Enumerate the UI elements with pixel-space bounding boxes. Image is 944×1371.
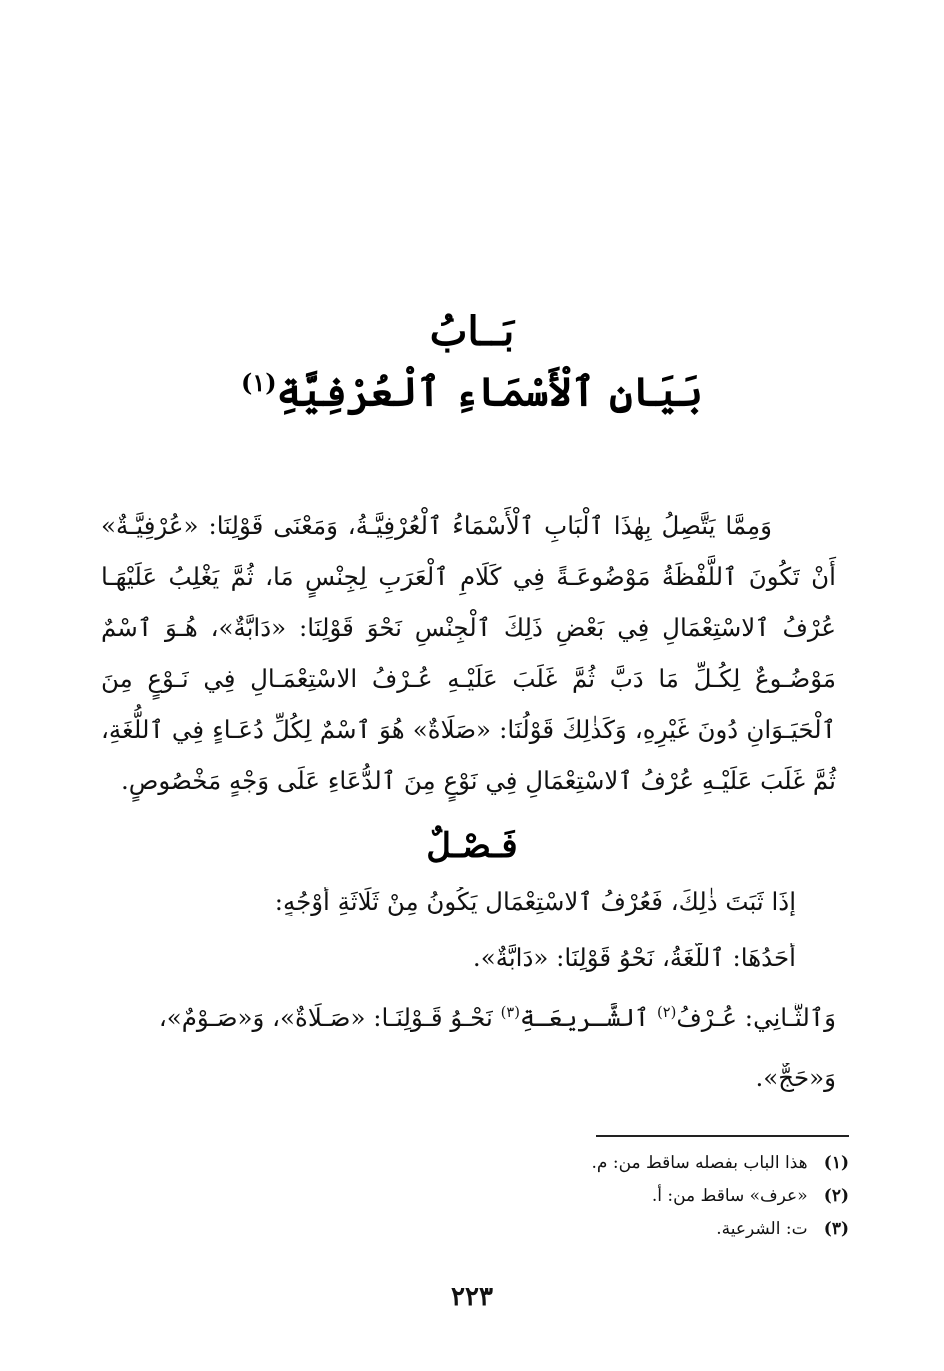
section-intro: إِذَا ثَبَتَ ذٰلِكَ، فَعُرْفُ ٱلاسْتِعْمَالِ يَكُونُ مِنْ ثَلَاثَةِ أَوْجُهٍ: [274,887,796,916]
footnote-ref-3: (٣) [500,1003,520,1021]
second-item [101,1003,836,1032]
page-number: ٢٢٣ [451,1282,493,1312]
chapter-title [0,368,944,415]
second-item-part-c: نَحْـوُ قَـوْلِنَـا: «صَـلَاةٌ»، وَ«صَـوْمٌ»، [158,1003,501,1032]
footnote-divider [596,1135,849,1137]
first-item: أَحَدُهَا: ٱللُّغَةُ، نَحْوُ قَوْلِنَا: «دَابَّةٌ». [472,943,796,972]
footnote [349,1186,849,1206]
chapter-title-footnote-ref: (١) [241,368,277,397]
footnote-number: (١) [823,1153,849,1173]
footnote-text: «عرف» ساقط من: أ. [651,1186,808,1206]
footnote-number: (٣) [823,1219,849,1239]
footnote-text: هذا الباب بفصله ساقط من: م. [591,1153,808,1173]
footnote-number: (٢) [823,1186,849,1206]
second-item-part-b: ٱلشَّـرِيعَـةِ [519,1003,657,1032]
second-item-end: وَ«حَجٌّ». [755,1063,836,1092]
footnote [349,1153,849,1173]
footnote [349,1219,849,1239]
footnote-ref-2: (٢) [656,1003,677,1021]
intro-paragraph: وَمِمَّا يَتَّصِلُ بِهٰذَا ٱلْبَابِ ٱلْأَسْمَاءُ ٱلْعُرْفِيَّـةُ، وَمَعْنَى قَوْلِنَا: «عُرْفِيَّـةٌ» أَنْ تَكُونَ ٱللَّفْظَةُ مَوْضُوعَـةً فِي كَلَامِ ٱلْعَرَبِ لِجِنْسٍ مَا، ثُمَّ يَغْلِبُ عَلَيْهَـا عُرْفُ ٱلاسْتِعْمَالِ فِي بَعْضِ ذَلِكَ ٱلْجِنْسِ نَحْوَ قَوْلِنَا: «دَابَّةٌ»، هُـوَ ٱسْمٌ مَوْضُـوعٌ لِكُـلِّ مَا دَبَّ ثُمَّ غَلَبَ عَلَيْـهِ عُـرْفُ الاسْتِعْمَـالِ فِي نَـوْعٍ مِنَ ٱلْحَيَـوَانِ دُونَ غَيْرِهِ، وَكَذٰلِكَ قَوْلُنَا: «صَلَاةٌ» هُوَ ٱسْمٌ لِكُلِّ دُعَـاءٍ فِي ٱللُّغَةِ، ثُمَّ غَلَبَ عَلَيْـهِ عُرْفُ ٱلاسْتِعْمَالِ فِي نَوْعٍ مِنَ ٱلدُّعَاءِ عَلَى وَجْهٍ مَخْصُوصٍ. [101,511,836,795]
chapter-title-text: بَيَانِ ٱلْأَسْمَاءِ ٱلْعُرْفِيَّةِ [276,368,703,416]
chapter-label: بَــابُ [429,308,515,355]
second-item-part-a: وَٱلثَّـانِي: عُـرْفُ [676,1003,836,1032]
section-heading: فَـصْـلٌ [426,826,518,866]
footnote-text: ت: الشرعية. [716,1219,808,1239]
